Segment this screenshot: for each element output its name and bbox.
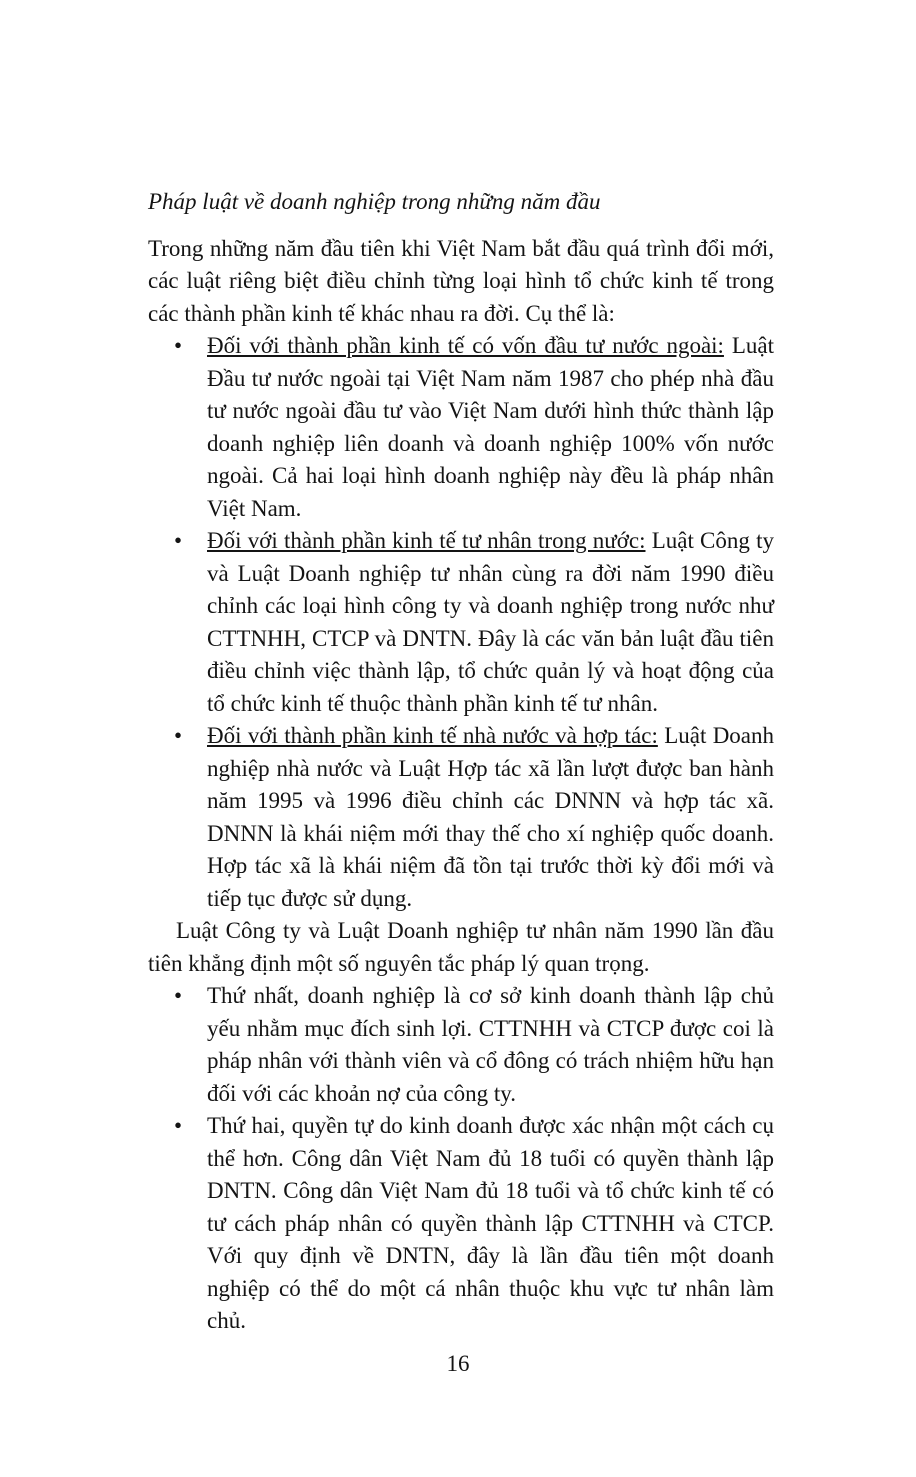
bullet-item bbox=[148, 720, 774, 915]
bullet-lead: Đối với thành phần kinh tế nhà nước và hợp tác: bbox=[207, 723, 658, 748]
bullet-marker: • bbox=[174, 983, 183, 1008]
bullet-text: Thứ hai, quyền tự do kinh doanh được xác nhận một cách cụ thể hơn. Công dân Việt Nam đủ 18 tuổi có quyền thành lập DNTN. Công dân Việt Nam đủ 18 tuổi và tổ chức kinh tế có tư cách pháp nhân có quyền thành lập CTTNHH và CTCP. Với quy định về DNTN, đây là lần đầu tiên một doanh nghiệp có thể do một cá nhân thuộc khu vực tư nhân làm chủ. bbox=[207, 1113, 774, 1333]
bullet-marker: • bbox=[174, 723, 183, 748]
legal-framework-bullet-list bbox=[148, 330, 774, 915]
principles-bullet-list bbox=[148, 980, 774, 1338]
bullet-text: Thứ nhất, doanh nghiệp là cơ sở kinh doanh thành lập chủ yếu nhằm mục đích sinh lợi. CTTNHH và CTCP được coi là pháp nhân với thành viên và cổ đông có trách nhiệm hữu hạn đối với các khoản nợ của công ty. bbox=[207, 983, 774, 1106]
bullet-text: Luật Đầu tư nước ngoài tại Việt Nam năm 1987 cho phép nhà đầu tư nước ngoài đầu tư vào Việt Nam dưới hình thức thành lập doanh nghiệp liên doanh và doanh nghiệp 100% vốn nước ngoài. Cả hai loại hình doanh nghiệp này đều là pháp nhân Việt Nam. bbox=[207, 333, 775, 521]
bullet-marker: • bbox=[174, 1113, 183, 1138]
bullet-item bbox=[148, 1110, 774, 1338]
bullet-item bbox=[148, 330, 774, 525]
bullet-marker: • bbox=[174, 333, 183, 358]
principles-paragraph: Luật Công ty và Luật Doanh nghiệp tư nhân năm 1990 lần đầu tiên khẳng định một số nguyên tắc pháp lý quan trọng. bbox=[148, 918, 774, 976]
bullet-text: Luật Doanh nghiệp nhà nước và Luật Hợp tác xã lần lượt được ban hành năm 1995 và 1996 điều chỉnh các DNNN và hợp tác xã. DNNN là khái niệm mới thay thế cho xí nghiệp quốc doanh. Hợp tác xã là khái niệm đã tồn tại trước thời kỳ đổi mới và tiếp tục được sử dụng. bbox=[207, 723, 775, 911]
intro-paragraph: Trong những năm đầu tiên khi Việt Nam bắt đầu quá trình đổi mới, các luật riêng biệt điều chỉnh từng loại hình tổ chức kinh tế trong các thành phần kinh tế khác nhau ra đời. Cụ thể là: bbox=[148, 235, 774, 326]
page-number: 16 bbox=[446, 1351, 470, 1376]
bullet-item bbox=[148, 525, 774, 720]
bullet-lead: Đối với thành phần kinh tế có vốn đầu tư nước ngoài: bbox=[207, 333, 724, 358]
bullet-marker: • bbox=[174, 528, 183, 553]
bullet-text: Luật Công ty và Luật Doanh nghiệp tư nhân cùng ra đời năm 1990 điều chỉnh các loại hình công ty và doanh nghiệp trong nước như CTTNHH, CTCP và DNTN. Đây là các văn bản luật đầu tiên điều chỉnh việc thành lập, tổ chức quản lý và hoạt động của tổ chức kinh tế thuộc thành phần kinh tế tư nhân. bbox=[207, 528, 774, 716]
document-page-body bbox=[148, 186, 774, 1338]
section-heading: Pháp luật về doanh nghiệp trong những năm đầu bbox=[148, 189, 601, 214]
bullet-item bbox=[148, 980, 774, 1110]
bullet-lead: Đối với thành phần kinh tế tư nhân trong nước: bbox=[207, 528, 646, 553]
